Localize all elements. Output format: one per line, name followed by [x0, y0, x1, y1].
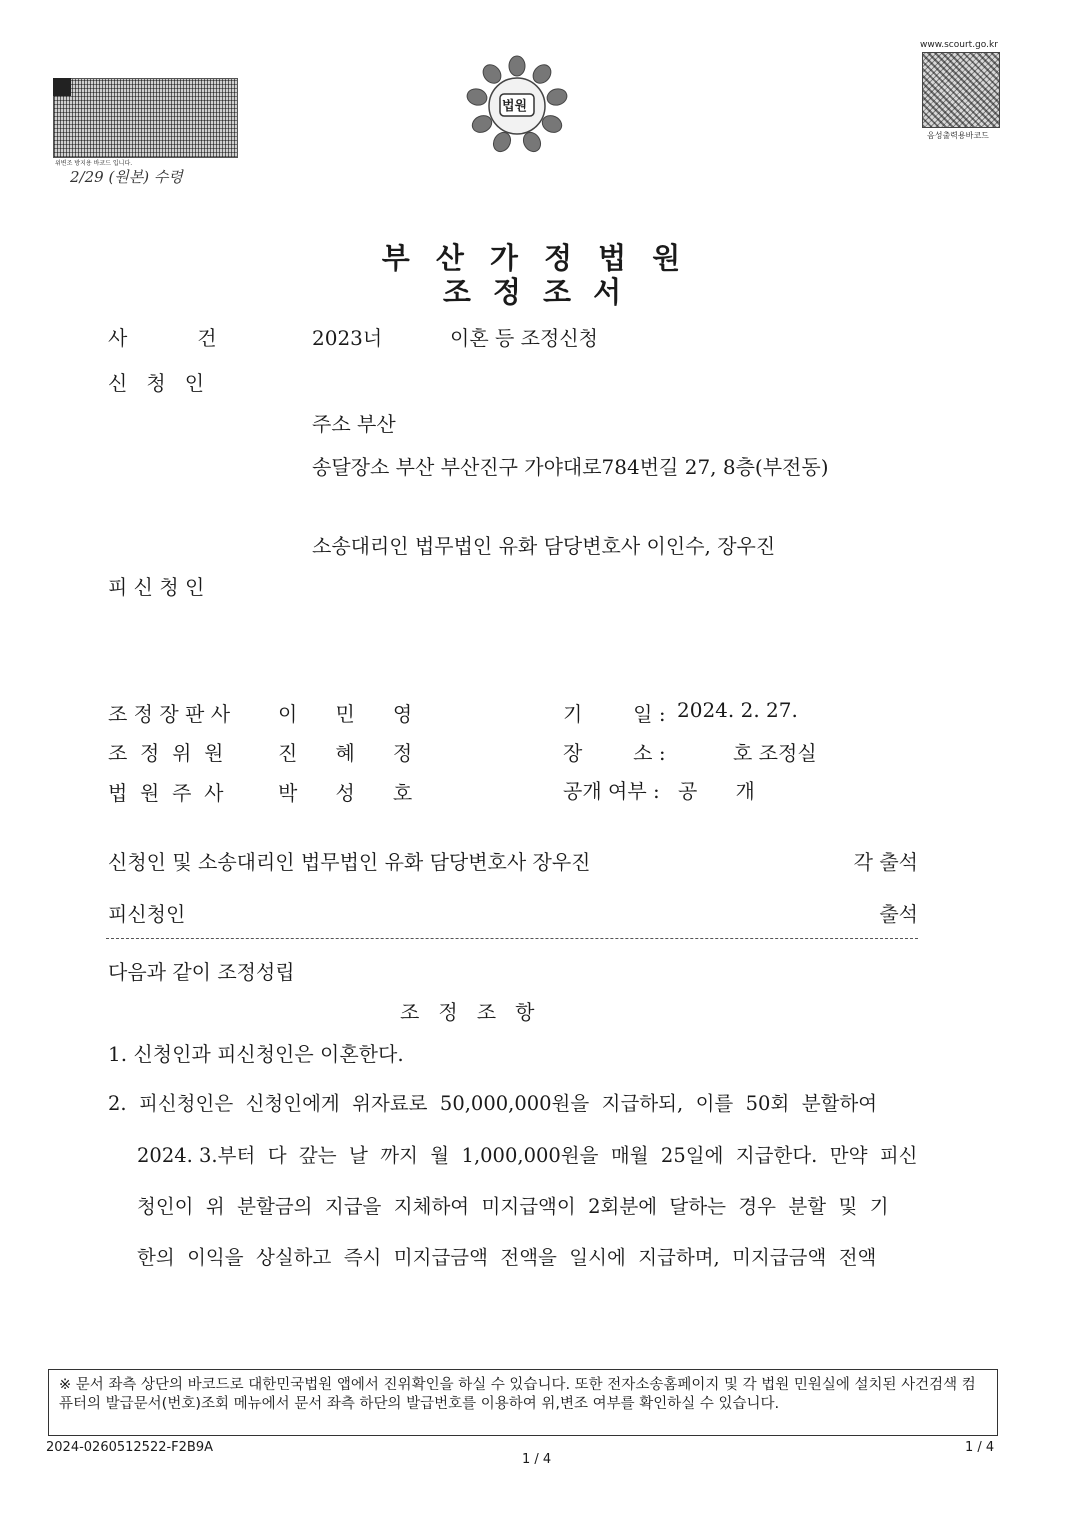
- session-place-label: 장 소 :: [563, 741, 666, 765]
- term-2-line-2: 2024. 3.부터 다 갚는 날 까지 월 1,000,000원을 매월 25일에 지급한다. 만약 피신: [137, 1144, 918, 1167]
- mediator-role: 조 정 위 원: [108, 741, 224, 765]
- attendance-applicant: 신청인 및 소송대리인 법무법인 유화 담당변호사 장우진: [108, 850, 591, 874]
- seal-text: 법원: [502, 99, 528, 114]
- section-divider: [106, 938, 918, 939]
- attendance-respondent: 피신청인: [108, 902, 186, 926]
- presiding-judge-name: 이 민 영: [278, 702, 413, 726]
- term-2-line-3: 청인이 위 분할금의 지급을 지체하여 미지급액이 2회분에 달하는 경우 분할 및 기: [137, 1195, 889, 1218]
- qr-url: www.scourt.go.kr: [920, 40, 998, 50]
- applicant-label: 신 청 인: [108, 371, 205, 395]
- session-public-value: 공 개: [678, 779, 755, 803]
- court-name: 부 산 가 정 법 원: [381, 241, 689, 275]
- court-clerk-name: 박 성 호: [278, 781, 413, 805]
- page-number-center: 1 / 4: [522, 1452, 552, 1467]
- barcode-corner-mark: [53, 78, 71, 96]
- verification-notice: ※ 문서 좌측 상단의 바코드로 대한민국법원 앱에서 진위확인을 하실 수 있습니다. 또한 전자소송홈페이지 및 각 법원 민원실에 설치된 사건검색 컴퓨터의 발급문서(번호)조회 메뉴에서 문서 좌측 하단의 발급번호를 이용하여 위,변조 여부를 확인하실 수 있습니다.: [48, 1369, 998, 1436]
- handwritten-note: 2/29 (원본) 수령: [70, 168, 183, 186]
- session-date-value: 2024. 2. 27.: [677, 698, 798, 722]
- voice-output-qr-code: [922, 52, 1000, 128]
- authentication-barcode: [53, 78, 238, 158]
- presiding-judge-role: 조 정 장 판 사: [108, 702, 231, 726]
- term-2-line-1: 2. 피신청인은 신청인에게 위자료로 50,000,000원을 지급하되, 이를 50회 분할하여: [108, 1092, 878, 1115]
- attendance-respondent-status: 출석: [879, 902, 918, 926]
- document-type: 조 정 조 서: [442, 275, 628, 309]
- session-place-value: 호 조정실: [733, 741, 817, 765]
- term-2-line-4: 한의 이익을 상실하고 즉시 미지급금액 전액을 일시에 지급하며, 미지급금액 전액: [137, 1246, 877, 1269]
- issue-number: 2024-0260512522-F2B9A: [46, 1440, 214, 1455]
- case-number: 2023너: [312, 326, 383, 350]
- term-1: 1. 신청인과 피신청인은 이혼한다.: [108, 1042, 404, 1066]
- session-date-label: 기 일 :: [563, 702, 666, 726]
- settlement-terms-title: 조 정 조 항: [400, 1000, 535, 1024]
- settlement-intro: 다음과 같이 조정성립: [108, 960, 295, 984]
- applicant-address: 주소 부산: [312, 412, 396, 436]
- case-label: 사 건: [108, 326, 217, 350]
- attendance-applicant-status: 각 출석: [853, 850, 918, 874]
- applicant-attorney: 소송대리인 법무법인 유화 담당변호사 이인수, 장우진: [312, 534, 776, 558]
- barcode-caption: 위변조 방지용 바코드 입니다.: [55, 160, 133, 167]
- mediator-name: 진 혜 정: [278, 741, 413, 765]
- court-clerk-role: 법 원 주 사: [108, 781, 224, 805]
- page-number-right: 1 / 4: [965, 1440, 995, 1455]
- case-name: 이혼 등 조정신청: [450, 326, 598, 350]
- respondent-label: 피 신 청 인: [108, 575, 205, 599]
- qr-caption: 음성출력용바코드: [927, 131, 989, 140]
- session-public-label: 공개 여부 :: [563, 779, 660, 803]
- applicant-delivery-address: 송달장소 부산 부산진구 가야대로784번길 27, 8층(부전동): [312, 455, 829, 479]
